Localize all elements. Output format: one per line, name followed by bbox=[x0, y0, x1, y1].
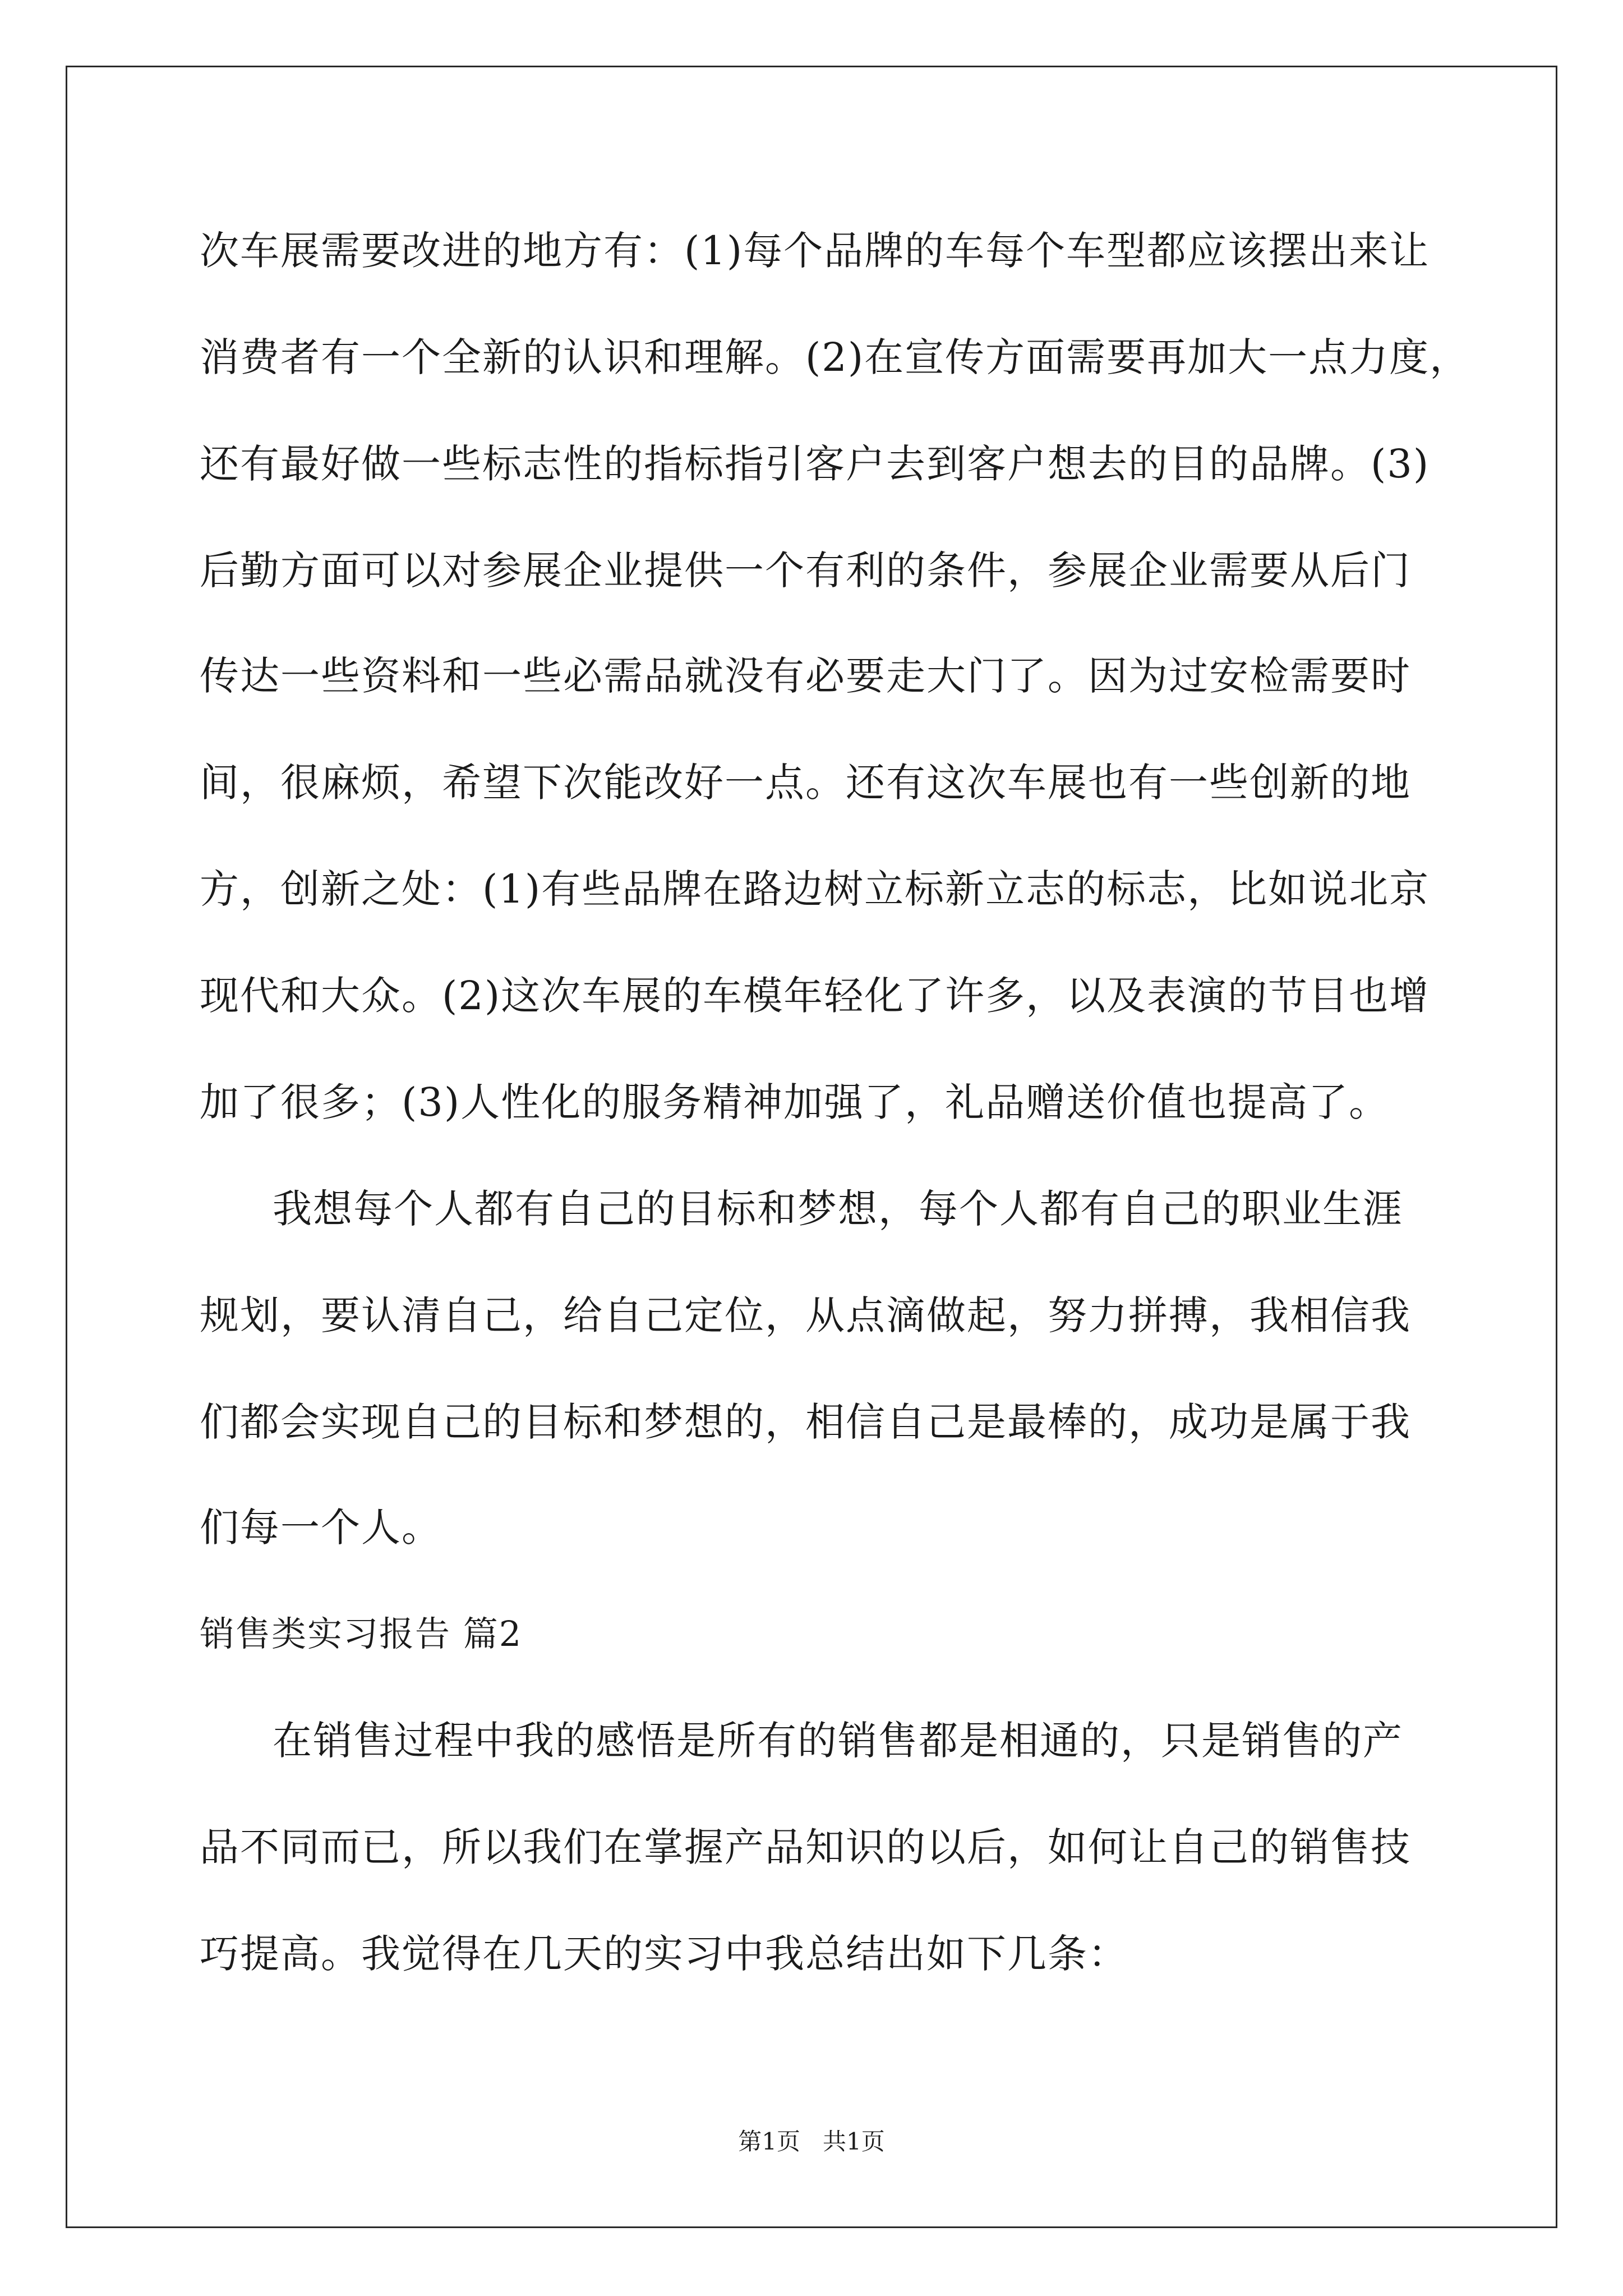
text-line: 传达一些资料和一些必需品就没有必要走大门了。因为过安检需要时 bbox=[200, 653, 1411, 699]
text-line: 品不同而已，所以我们在掌握产品知识的以后，如何让自己的销售技 bbox=[200, 1824, 1411, 1870]
text-line: 规划，要认清自己，给自己定位，从点滴做起，努力拼搏，我相信我 bbox=[200, 1292, 1411, 1338]
text-line: 间，很麻烦，希望下次能改好一点。还有这次车展也有一些创新的地 bbox=[200, 760, 1411, 806]
text-line: 次车展需要改进的地方有：(1)每个品牌的车每个车型都应该摆出来让 bbox=[200, 228, 1430, 274]
text-line: 现代和大众。(2)这次车展的车模年轻化了许多，以及表演的节目也增 bbox=[200, 973, 1430, 1019]
text-line: 加了很多；(3)人性化的服务精神加强了，礼品赠送价值也提高了。 bbox=[200, 1079, 1390, 1125]
text-line: 们每一个人。 bbox=[200, 1504, 442, 1550]
text-line: 方，创新之处：(1)有些品牌在路边树立标新立志的标志，比如说北京 bbox=[200, 866, 1430, 912]
text-line: 还有最好做一些标志性的指标指引客户去到客户想去的目的品牌。(3) bbox=[200, 441, 1430, 487]
text-line: 消费者有一个全新的认识和理解。(2)在宣传方面需要再加大一点力度， bbox=[200, 334, 1470, 380]
text-line: 们都会实现自己的目标和梦想的，相信自己是最棒的，成功是属于我 bbox=[200, 1399, 1411, 1445]
page-footer: 第1页 共1页 bbox=[738, 2128, 885, 2155]
text-line: 巧提高。我觉得在几天的实习中我总结出如下几条： bbox=[200, 1931, 1128, 1977]
text-line: 后勤方面可以对参展企业提供一个有利的条件，参展企业需要从后门 bbox=[200, 547, 1411, 593]
text-line: 在销售过程中我的感悟是所有的销售都是相通的，只是销售的产 bbox=[273, 1718, 1403, 1764]
section-heading: 销售类实习报告 篇2 bbox=[200, 1613, 523, 1654]
page-border bbox=[66, 66, 1557, 2228]
text-line: 我想每个人都有自己的目标和梦想，每个人都有自己的职业生涯 bbox=[273, 1186, 1403, 1232]
